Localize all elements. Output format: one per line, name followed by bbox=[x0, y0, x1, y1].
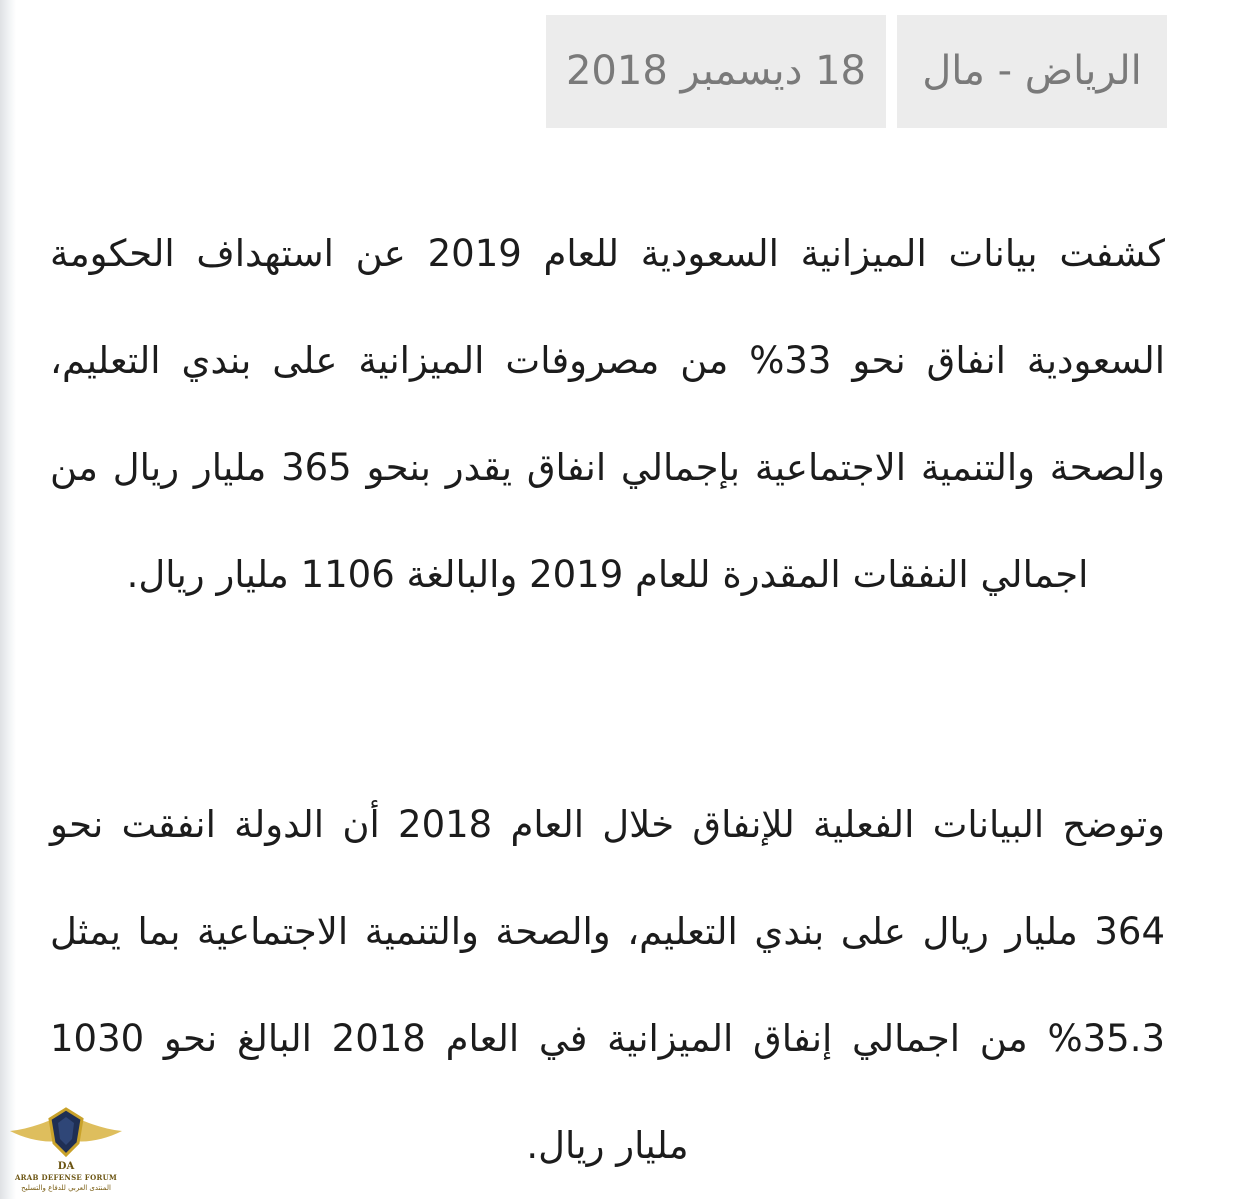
arab-defense-forum-watermark bbox=[6, 1103, 126, 1197]
article-paragraph-2: وتوضح البيانات الفعلية للإنفاق خلال العام 2018 أن الدولة انفقت نحو 364 مليار ريال على بندي التعليم، والصحة والتنمية الاجتماعية بما يمثل 35.3% من اجمالي إنفاق الميزانية في العام 2018 البالغ نحو 1030 مليار ريال. bbox=[50, 803, 1166, 1167]
forum-logo-emblem-text: DA bbox=[57, 1161, 75, 1172]
forum-name-arabic-text: المنتدى العربي للدفاع والتسليح bbox=[21, 1184, 111, 1192]
forum-logo-icon bbox=[6, 1103, 126, 1173]
page-edge-shadow bbox=[0, 0, 16, 1199]
article-date-badge: 18 ديسمبر 2018 bbox=[546, 15, 886, 128]
article-paragraph-1: كشفت بيانات الميزانية السعودية للعام 2019 عن استهداف الحكومة السعودية انفاق نحو 33% من مصروفات الميزانية على بندي التعليم، والصحة والتنمية الاجتماعية بإجمالي انفاق يقدر بنحو 365 مليار ريال من اجمالي النفقات المقدرة للعام 2019 والبالغة 1106 مليار ريال. bbox=[50, 232, 1166, 596]
article-location-badge: الرياض - مال bbox=[897, 15, 1167, 128]
forum-name-text: ARAB DEFENSE FORUM bbox=[14, 1173, 118, 1182]
